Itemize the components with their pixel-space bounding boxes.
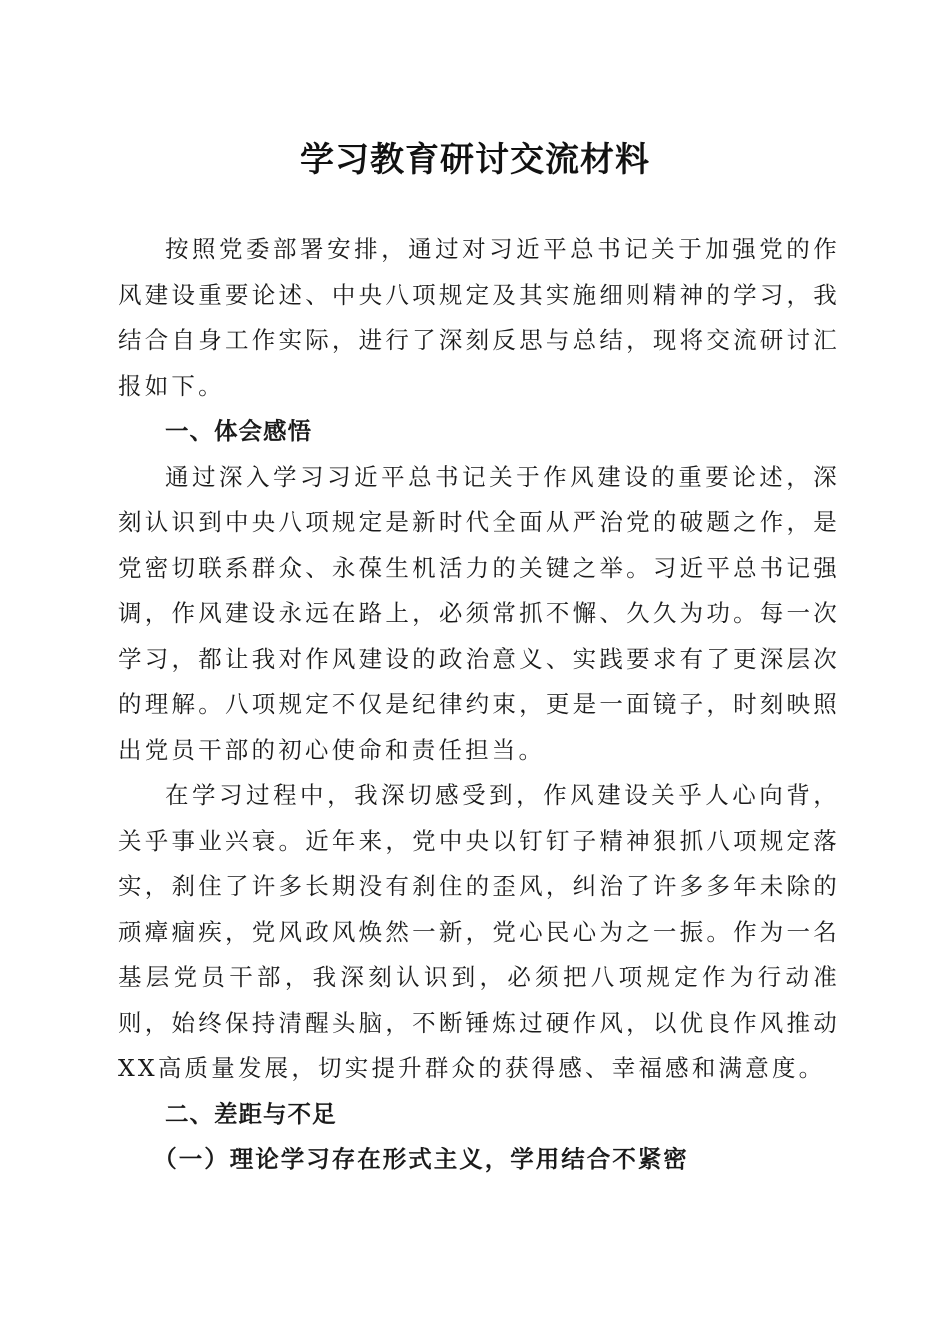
section-heading-1: 一、体会感悟	[165, 417, 312, 445]
paragraph-intro: 按照党委部署安排，通过对习近平总书记关于加强党的作风建设重要论述、中央八项规定及其实施细则精神的学习，我结合自身工作实际，进行了深刻反思与总结，现将交流研讨汇报如下。	[118, 235, 840, 400]
document-body	[118, 227, 840, 1183]
paragraph-insight-2: 在学习过程中，我深切感受到，作风建设关乎人心向背，关乎事业兴衰。近年来，党中央以钉钉子精神狠抓八项规定落实，刹住了许多长期没有刹住的歪风，纠治了许多多年未除的顽瘴痼疾，党风政风焕然一新，党心民心为之一振。作为一名基层党员干部，我深刻认识到，必须把八项规定作为行动准则，始终保持清醒头脑，不断锤炼过硬作风，以优良作风推动XX高质量发展，切实提升群众的获得感、幸福感和满意度。	[118, 781, 840, 1082]
section-heading-2: 二、差距与不足	[165, 1099, 337, 1128]
document-title: 学习教育研讨交流材料	[300, 140, 650, 180]
paragraph-insight-1: 通过深入学习习近平总书记关于作风建设的重要论述，深刻认识到中央八项规定是新时代全面从严治党的破题之作，是党密切联系群众、永葆生机活力的关键之举。习近平总书记强调，作风建设永远在路上，必须常抓不懈、久久为功。每一次学习，都让我对作风建设的政治意义、实践要求有了更深层次的理解。八项规定不仅是纪律约束，更是一面镜子，时刻映照出党员干部的初心使命和责任担当。	[118, 462, 840, 764]
subsection-heading-1: （一）理论学习存在形式主义，学用结合不紧密	[153, 1145, 689, 1173]
